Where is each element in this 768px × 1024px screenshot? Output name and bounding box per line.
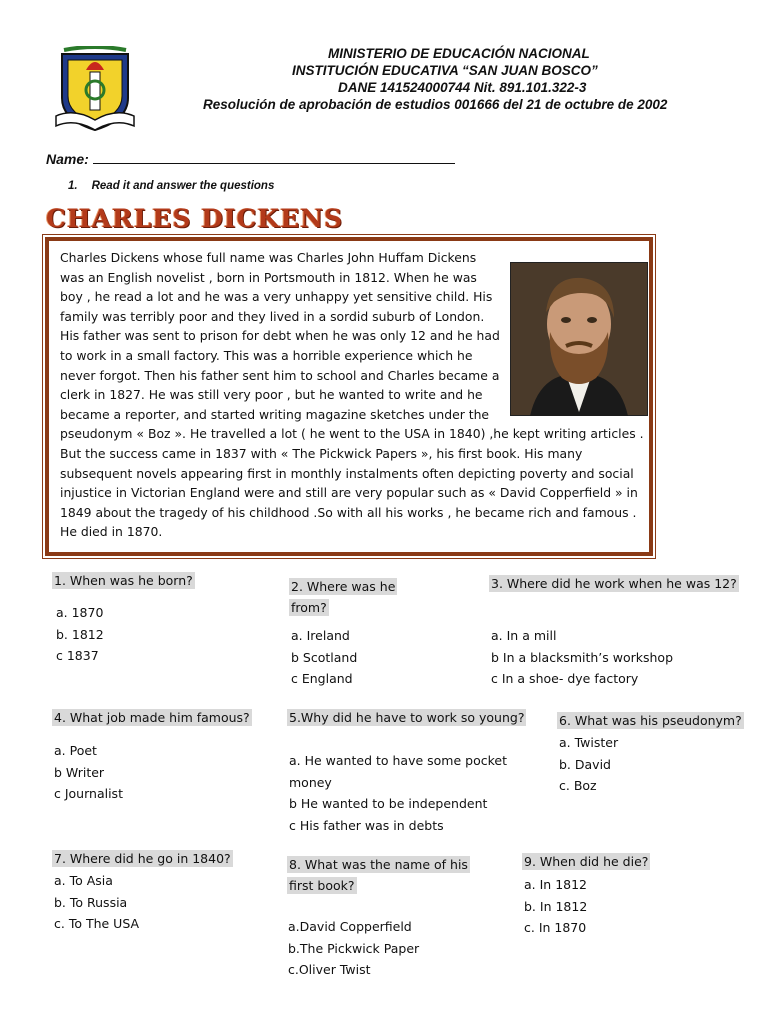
question-7-option-a[interactable]: a. To Asia [54, 873, 113, 888]
question-5 [287, 710, 526, 725]
question-5-option-a[interactable]: a. He wanted to have some pocket [289, 753, 507, 768]
question-2-label-line-2: from? [291, 600, 327, 615]
question-9-option-c[interactable]: c. In 1870 [524, 920, 587, 935]
question-7 [52, 851, 233, 866]
question-1 [52, 573, 195, 588]
question-9 [522, 854, 650, 869]
reading-text: Charles Dickens whose full name was Charles John Huffam Dickens was an English novelist , born in Portsmouth in 1812. When he was boy , he read a lot and he was a very unhappy yet sensitive child. His family was terribly poor and they lived in a sordid suburb of London. His father was sent to prison for debt when he was only 12 and he had to work in a small factory. This was a horrible experience which he never forgot. Then his father sent him to school and Charles became a clerk in 1827. He was still very poor , but he wanted to write and he became a reporter, and started writing magazine sketches under the pseudonym « Boz ». He travelled a lot ( he went to the USA in 1840) ,he kept writing articles . But the success came in 1837 with « The Pickwick Papers », his first book. His many subsequent novels appearing first in monthly instalments often depicting poverty and social injustice in Victorian England were and still are very popular such as « David Copperfield » in 1849 about the tragedy of his childhood .So with all his works , he became rich and famous . He died in 1870. [60, 250, 644, 540]
page-title: CHARLES DICKENS [46, 204, 344, 233]
question-1-option-a[interactable]: a. 1870 [56, 605, 104, 620]
question-3-option-a[interactable]: a. In a mill [491, 628, 557, 643]
question-4-option-a[interactable]: a. Poet [54, 743, 97, 758]
instruction-number: 1. [68, 180, 78, 192]
dane-heading: DANE 141524000744 Nit. 891.101.322-3 [338, 80, 587, 95]
question-4-options [54, 740, 123, 805]
question-4-option-c[interactable]: c Journalist [54, 786, 123, 801]
question-5-option-b[interactable]: b He wanted to be independent [289, 796, 488, 811]
institution-heading: INSTITUCIÓN EDUCATIVA “SAN JUAN BOSCO” [292, 63, 598, 78]
question-9-option-b[interactable]: b. In 1812 [524, 898, 588, 914]
question-3 [489, 576, 739, 591]
question-6-label: 6. What was his pseudonym? [559, 713, 742, 728]
question-3-option-c[interactable]: c In a shoe- dye factory [491, 671, 639, 686]
question-9-options [524, 874, 587, 939]
question-4-option-b[interactable]: b Writer [54, 764, 105, 780]
question-5-label: 5.Why did he have to work so young? [289, 710, 525, 725]
question-3-option-b[interactable]: b In a blacksmith’s workshop [491, 649, 674, 665]
question-7-label: 7. Where did he go in 1840? [54, 851, 231, 866]
question-2 [289, 576, 397, 618]
question-2-option-b[interactable]: b Scotland [291, 649, 358, 665]
instruction-text: Read it and answer the questions [91, 180, 275, 192]
question-6-options [559, 732, 618, 797]
question-8 [287, 854, 470, 896]
question-1-option-c[interactable]: c 1837 [56, 648, 99, 663]
ministry-heading: MINISTERIO DE EDUCACIÓN NACIONAL [328, 46, 590, 61]
question-5-option-a-continued: money [289, 774, 332, 790]
question-8-label-line-1: 8. What was the name of his [289, 857, 468, 872]
question-5-option-c[interactable]: c His father was in debts [289, 817, 444, 833]
question-7-options [54, 870, 139, 935]
resolution-heading: Resolución de aprobación de estudios 001666 del 21 de octubre de 2002 [203, 97, 668, 112]
question-3-options [491, 625, 673, 690]
question-1-label: 1. When was he born? [54, 573, 193, 588]
question-1-options [56, 602, 104, 667]
question-9-label: 9. When did he die? [524, 854, 649, 869]
question-8-option-a[interactable]: a.David Copperfield [288, 919, 412, 934]
question-7-option-b[interactable]: b. To Russia [54, 894, 128, 910]
question-7-option-c[interactable]: c. To The USA [54, 916, 140, 931]
question-6-option-b[interactable]: b. David [559, 756, 611, 772]
question-6 [557, 713, 744, 728]
name-label: Name: [46, 151, 89, 167]
question-8-option-b[interactable]: b.The Pickwick Paper [288, 940, 420, 956]
question-2-label-line-1: 2. Where was he [291, 579, 396, 594]
name-blank-line[interactable] [93, 150, 455, 164]
question-1-option-b[interactable]: b. 1812 [56, 626, 104, 642]
question-8-option-c[interactable]: c.Oliver Twist [288, 962, 371, 977]
question-6-option-a[interactable]: a. Twister [559, 735, 619, 750]
question-4-label: 4. What job made him famous? [54, 710, 250, 725]
question-8-label-line-2: first book? [289, 878, 355, 893]
question-9-option-a[interactable]: a. In 1812 [524, 877, 588, 892]
question-8-options [288, 916, 419, 981]
question-2-option-a[interactable]: a. Ireland [291, 628, 350, 643]
question-6-option-c[interactable]: c. Boz [559, 778, 597, 793]
question-5-options [289, 750, 507, 836]
dickens-portrait [510, 262, 648, 416]
question-4 [52, 710, 252, 725]
question-2-option-c[interactable]: c England [291, 671, 353, 686]
school-crest-logo [52, 46, 138, 134]
instruction [68, 180, 274, 192]
question-2-options [291, 625, 357, 690]
question-3-label: 3. Where did he work when he was 12? [491, 576, 737, 591]
name-field[interactable] [46, 150, 455, 167]
